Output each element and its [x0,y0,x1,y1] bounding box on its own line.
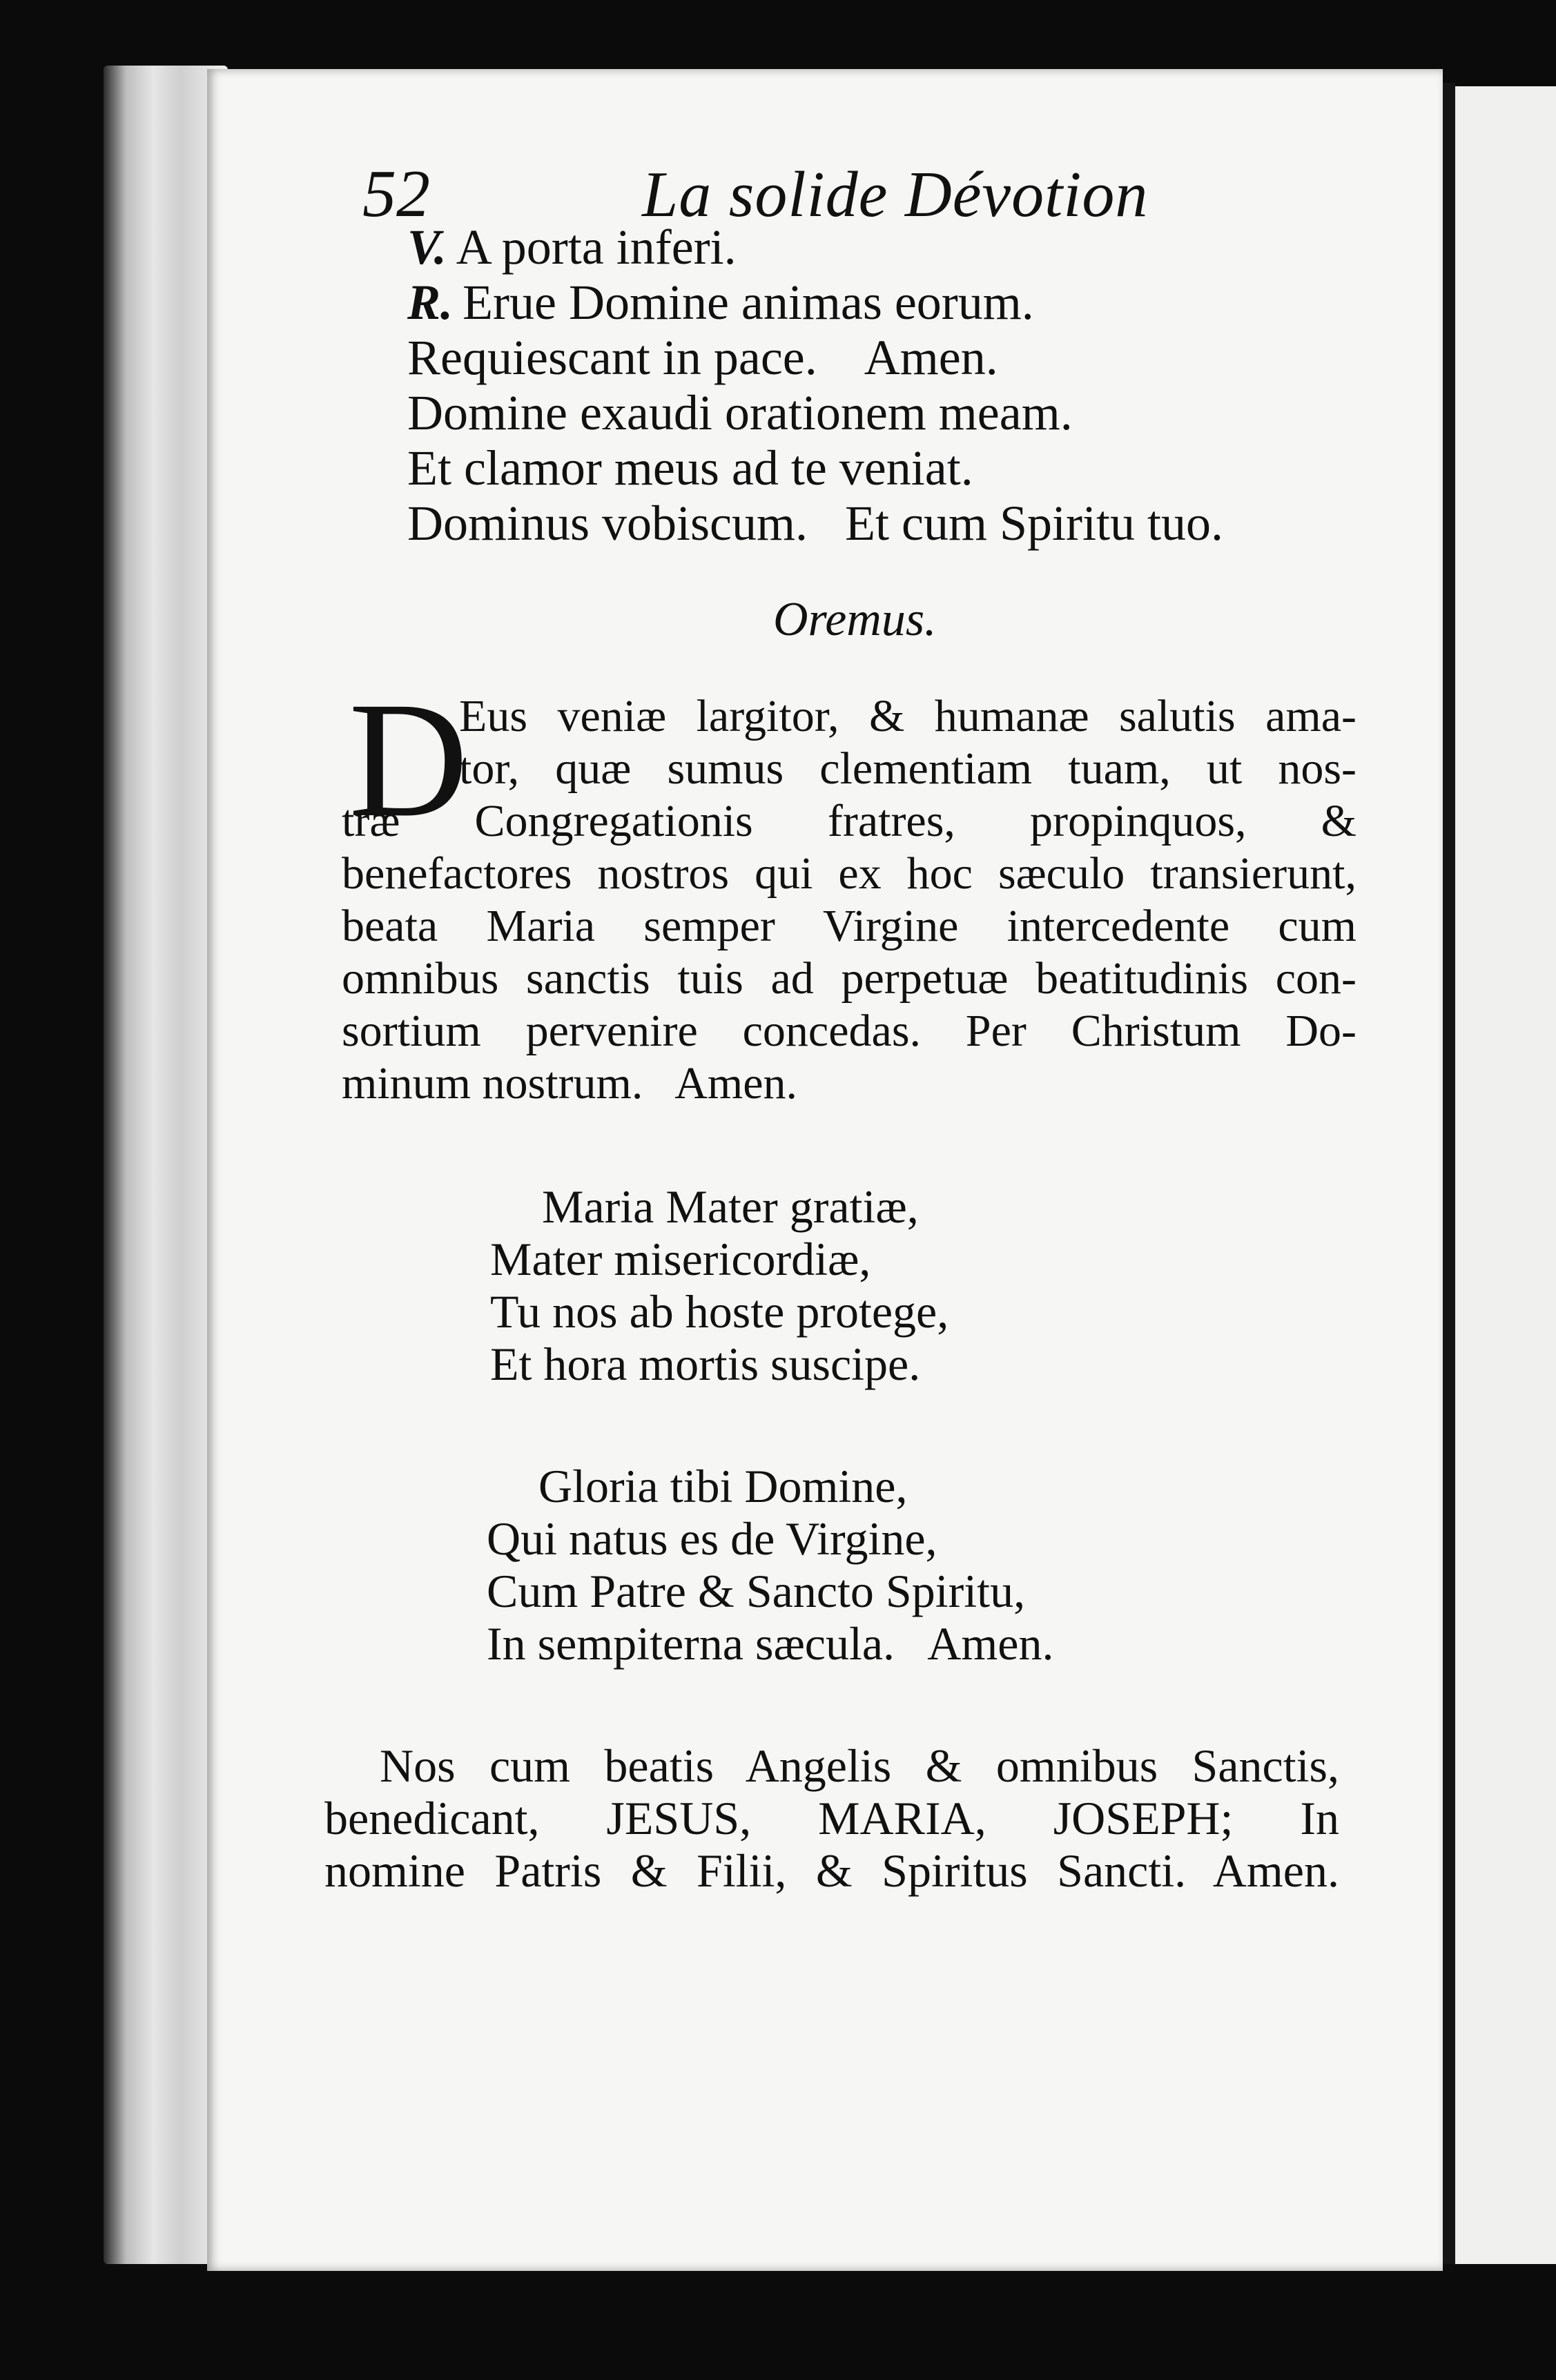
hymn-line: Cum Patre & Sancto Spiritu, [487,1565,1026,1617]
versicle-line [407,275,1223,330]
versicle-line [407,220,1223,275]
prayer-line: Eus veniæ largitor, & humanæ salutis ama- [459,691,1356,741]
blessing-line: Nos cum beatis Angelis & omnibus Sanctis, [380,1739,1339,1792]
page-number: 52 [362,157,430,231]
closing-blessing [324,1739,1339,1897]
prayer-line: beata Maria semper Virgine intercedente cum [342,901,1356,951]
hymn-line: Tu nos ab hoste protege, [490,1285,949,1338]
collect-prayer [342,667,1356,1110]
running-title: La solide Dévotion [642,159,1149,231]
oremus-heading: Oremus. [773,593,937,646]
hymn-line: Gloria tibi Domine, [538,1460,908,1512]
hymn-line: Et hora mortis suscipe. [490,1338,921,1390]
hymn-line: Qui natus es de Virgine, [487,1512,937,1565]
prayer-line: omnibus sanctis tuis ad perpetuæ beatitudinis con- [342,953,1356,1004]
versicle-text: Requiescant in pace. Amen. [407,330,998,385]
prayer-line: træ Congregationis fratres, propinquos, & [342,796,1356,846]
prayer-line: minum nostrum. Amen. [342,1058,797,1109]
versicle-text: A porta inferi. [456,220,737,275]
versicles [407,220,1223,551]
page-gutter [1443,83,1455,2264]
versicle-sigil: V. [407,220,447,275]
versicle-text: Erue Domine animas eorum. [463,275,1034,330]
blessing-line: benedicant, JESUS, MARIA, JOSEPH; In [324,1792,1339,1844]
hymn-line: Mater misericordiæ, [490,1233,871,1285]
versicle-line [407,330,1223,385]
versicle-text: Dominus vobiscum. Et cum Spiritu tuo. [407,496,1223,551]
response-sigil: R. [407,275,454,330]
versicle-line [407,385,1223,440]
facing-page-edge [1455,86,1556,2264]
drop-cap: D [349,667,469,851]
prayer-line: benefactores nostros qui ex hoc sæculo transierunt, [342,848,1356,899]
hymn-maria-mater [490,1180,949,1390]
hymn-line: Maria Mater gratiæ, [542,1180,919,1233]
hymn-line: In sempiterna sæcula. Amen. [487,1617,1054,1670]
versicle-line [407,440,1223,496]
versicle-line [407,496,1223,551]
prayer-line: sortium pervenire concedas. Per Christum Do- [342,1006,1356,1056]
hymn-gloria-tibi [487,1460,1053,1670]
prayer-line: tor, quæ sumus clementiam tuam, ut nos- [459,743,1356,794]
blessing-line: nomine Patris & Filii, & Spiritus Sancti. Amen. [324,1844,1339,1897]
versicle-text: Domine exaudi orationem meam. [407,385,1073,440]
versicle-text: Et clamor meus ad te veniat. [407,440,973,496]
